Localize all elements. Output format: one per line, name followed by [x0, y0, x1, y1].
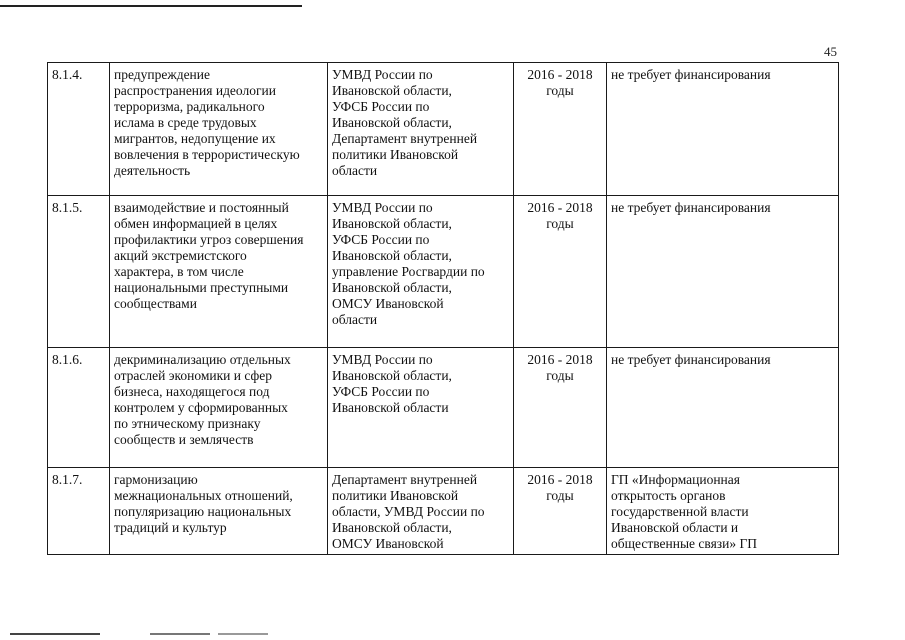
event-description: декриминализацию отдельных отраслей экономики и сфер бизнеса, находящегося под контролем у сформированных по этническому признаку сообществ и землячеств: [110, 348, 328, 468]
funding: не требует финансирования: [607, 196, 839, 348]
header-rule: [0, 5, 302, 7]
item-number: 8.1.6.: [48, 348, 110, 468]
item-number: 8.1.5.: [48, 196, 110, 348]
event-description: взаимодействие и постоянный обмен информацией в целях профилактики угроз совершения акций экстремистского характера, в том числе национальными преступными сообществами: [110, 196, 328, 348]
footer-rule: [218, 633, 268, 635]
funding: не требует финансирования: [607, 348, 839, 468]
executors: УМВД России по Ивановской области, УФСБ России по Ивановской области, Департамент внутренней политики Ивановской области: [328, 63, 514, 196]
table-row: [48, 196, 839, 348]
table-row: [48, 348, 839, 468]
table-row: [48, 468, 839, 555]
scan-artifact-marks: [0, 630, 905, 640]
period: 2016 - 2018 годы: [514, 63, 607, 196]
executors: Департамент внутренней политики Ивановской области, УМВД России по Ивановской области, ОМСУ Ивановской: [328, 468, 514, 555]
event-description: предупреждение распространения идеологии терроризма, радикального ислама в среде трудовых мигрантов, недопущение их вовлечения в террористическую деятельность: [110, 63, 328, 196]
measures-table: [47, 62, 839, 555]
item-number: 8.1.4.: [48, 63, 110, 196]
executors: УМВД России по Ивановской области, УФСБ России по Ивановской области: [328, 348, 514, 468]
funding: ГП «Информационная открытость органов государственной власти Ивановской области и общественные связи» ГП: [607, 468, 839, 555]
event-description: гармонизацию межнациональных отношений, популяризацию национальных традиций и культур: [110, 468, 328, 555]
executors: УМВД России по Ивановской области, УФСБ России по Ивановской области, управление Росгвардии по Ивановской области, ОМСУ Ивановской области: [328, 196, 514, 348]
page-number: 45: [824, 44, 837, 59]
footer-rule: [150, 633, 210, 635]
period: 2016 - 2018 годы: [514, 196, 607, 348]
funding: не требует финансирования: [607, 63, 839, 196]
period: 2016 - 2018 годы: [514, 348, 607, 468]
footer-rule: [10, 633, 100, 635]
period: 2016 - 2018 годы: [514, 468, 607, 555]
item-number: 8.1.7.: [48, 468, 110, 555]
table-row: [48, 63, 839, 196]
